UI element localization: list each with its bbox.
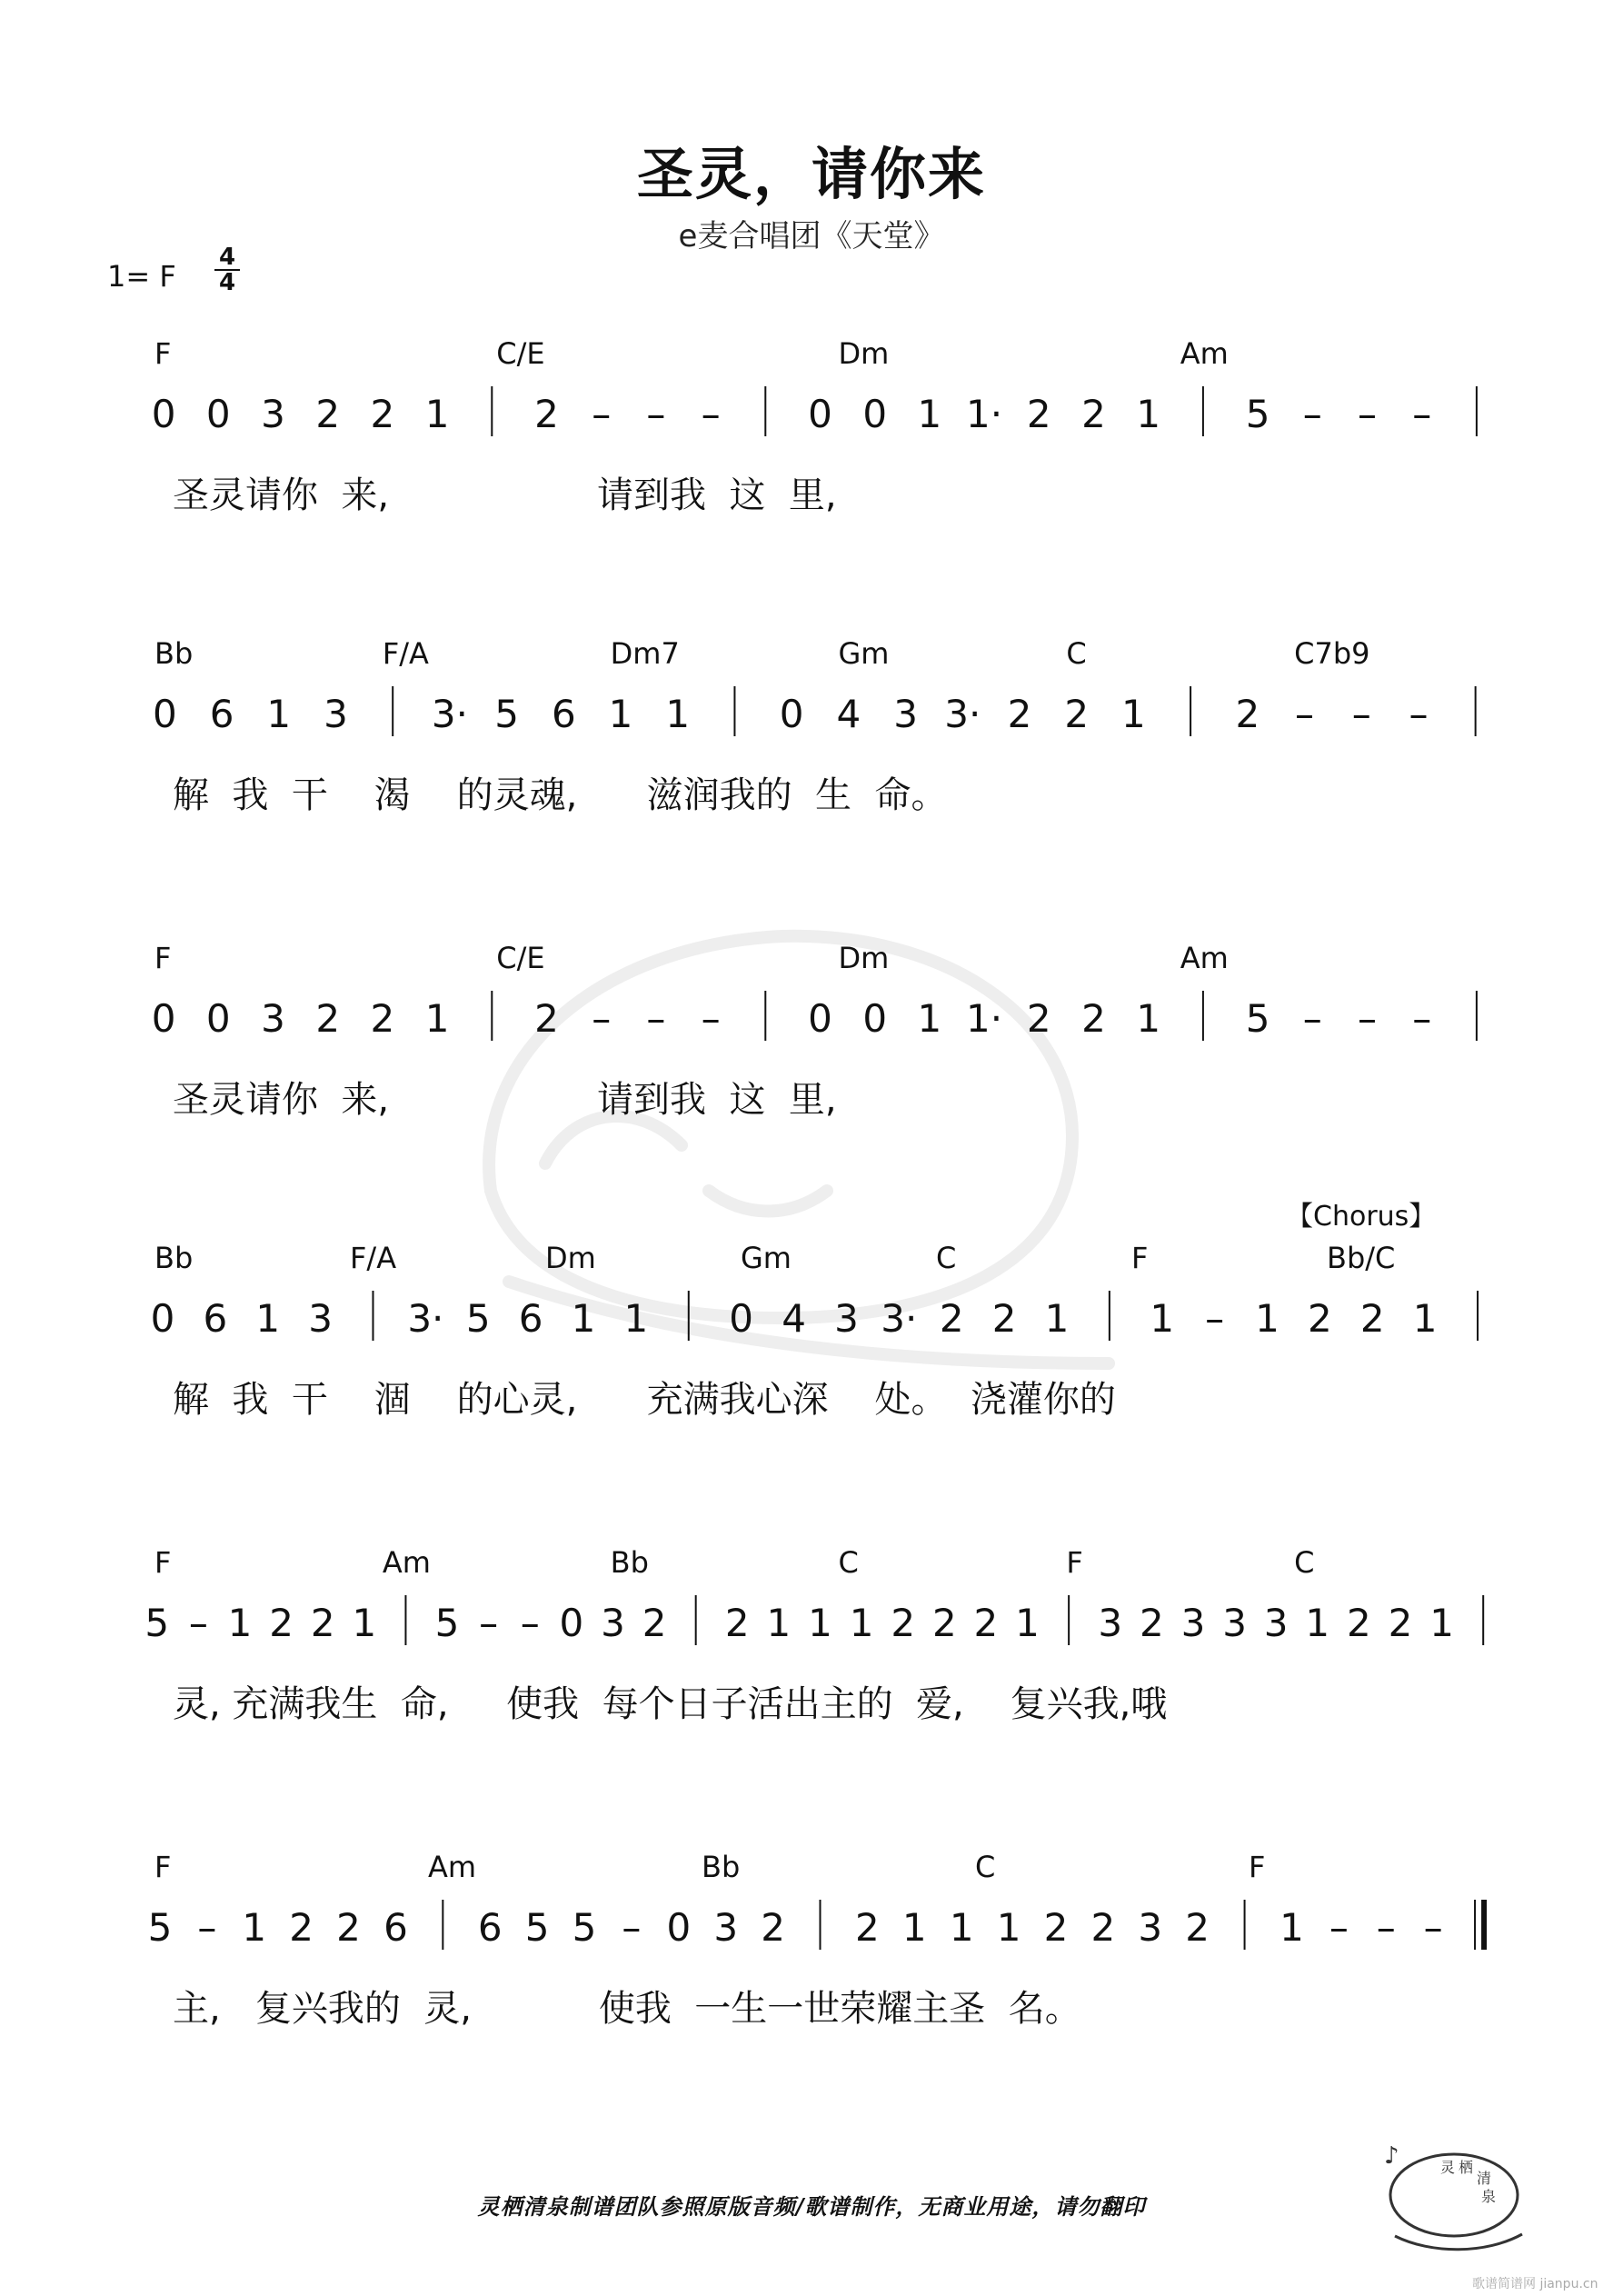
chord-symbol: Bb xyxy=(154,1241,194,1275)
note: 2 xyxy=(1090,1905,1116,1950)
note: 2 xyxy=(1026,996,1051,1041)
note: 0 xyxy=(205,392,231,436)
note: 1 xyxy=(424,392,450,436)
note: 1 xyxy=(1279,1905,1304,1950)
note: 2 xyxy=(289,1905,314,1950)
note: 6 xyxy=(383,1905,408,1950)
chord-symbol: C xyxy=(1066,636,1087,671)
note: 2 xyxy=(315,392,341,436)
note: 2 xyxy=(1347,1601,1371,1645)
note: 3 xyxy=(713,1905,739,1950)
chord-symbol: F xyxy=(1131,1241,1149,1275)
note: 2 xyxy=(761,1905,785,1950)
note: 1 xyxy=(424,996,450,1041)
note: – xyxy=(646,996,666,1041)
note: 1 xyxy=(242,1905,267,1950)
note: 2 xyxy=(1185,1905,1210,1950)
chord-symbol: C xyxy=(975,1850,996,1884)
note: 0 xyxy=(152,692,177,736)
chord-symbol: F xyxy=(154,1850,172,1884)
chord-symbol: Bb xyxy=(610,1545,649,1580)
note: – xyxy=(592,392,612,436)
chord-symbol: C xyxy=(838,1545,859,1580)
note: 5 xyxy=(1245,392,1270,436)
note: 1 xyxy=(1412,1296,1438,1341)
note: 2 xyxy=(973,1601,999,1645)
note: 0 xyxy=(559,1601,584,1645)
lyrics-line: 解 我 干 涸 的心灵, 充满我心深 处。 浇灌你的 xyxy=(173,1379,1116,1421)
note: 1 xyxy=(571,1296,596,1341)
note: 1 xyxy=(996,1905,1021,1950)
note: 2 xyxy=(1081,392,1106,436)
note: – xyxy=(1412,996,1432,1041)
note: 6 xyxy=(551,692,576,736)
note: 2 xyxy=(269,1601,294,1645)
chord-symbol: Am xyxy=(428,1850,477,1884)
note: – xyxy=(1412,392,1432,436)
note: 5 xyxy=(434,1601,460,1645)
note: – xyxy=(1409,692,1429,736)
key-signature: 1= F xyxy=(107,259,176,294)
chord-symbol: C7b9 xyxy=(1294,636,1370,671)
chord-symbol: Bb xyxy=(702,1850,741,1884)
chord-symbol: Dm xyxy=(838,336,890,371)
note: 2 xyxy=(642,1601,667,1645)
note: – xyxy=(1302,392,1322,436)
chord-symbol: Dm xyxy=(838,941,890,975)
note: 3 xyxy=(1098,1601,1123,1645)
note: 1 xyxy=(608,692,633,736)
chord-symbol: Bb/C xyxy=(1327,1241,1396,1275)
chord-symbol: Am xyxy=(1180,941,1229,975)
chorus-label: 【Chorus】 xyxy=(1286,1201,1437,1233)
note: – xyxy=(1376,1905,1396,1950)
note: 3· xyxy=(881,1296,918,1341)
note: 0 xyxy=(862,392,888,436)
chord-symbol: C xyxy=(936,1241,957,1275)
note: 1· xyxy=(966,392,1003,436)
note: – xyxy=(1351,692,1371,736)
lyrics-line: 解 我 干 渴 的灵魂, 滋润我的 生 命。 xyxy=(173,774,948,816)
note: 1 xyxy=(1429,1601,1454,1645)
note: 1 xyxy=(808,1601,832,1645)
note: 2 xyxy=(991,1296,1017,1341)
note: 2 xyxy=(1388,1601,1413,1645)
note: 2 xyxy=(891,1601,916,1645)
note: 1 xyxy=(901,1905,927,1950)
note: 5 xyxy=(572,1905,597,1950)
note: 4 xyxy=(836,692,861,736)
note: 0 xyxy=(205,996,231,1041)
lyrics-line: 主, 复兴我的 灵, 使我 一生一世荣耀主圣 名。 xyxy=(173,1988,1081,2030)
note: 2 xyxy=(1308,1296,1332,1341)
note: 3 xyxy=(834,1296,859,1341)
note: 1 xyxy=(1044,1296,1070,1341)
note: 3 xyxy=(1263,1601,1289,1645)
note: 2 xyxy=(315,996,341,1041)
note: 1 xyxy=(766,1601,792,1645)
note: 3 xyxy=(261,392,285,436)
note: 2 xyxy=(1139,1601,1164,1645)
chord-symbol: C xyxy=(1294,1545,1315,1580)
note: – xyxy=(1423,1905,1443,1950)
note: 1 xyxy=(917,392,942,436)
chord-symbol: F xyxy=(154,1545,172,1580)
note: 5 xyxy=(144,1601,170,1645)
chord-symbol: Dm xyxy=(545,1241,596,1275)
note: 1 xyxy=(623,1296,649,1341)
note: – xyxy=(1205,1296,1225,1341)
note: 1 xyxy=(1255,1296,1279,1341)
note: – xyxy=(701,996,721,1041)
note: 0 xyxy=(808,996,832,1041)
lyrics-line: 圣灵请你 来, 请到我 这 里, xyxy=(173,1079,837,1121)
svg-text:栖: 栖 xyxy=(1459,2159,1474,2176)
time-signature-bottom: 4 xyxy=(214,269,240,294)
note: 1 xyxy=(1136,392,1161,436)
note: 0 xyxy=(808,392,832,436)
note: 5 xyxy=(494,692,519,736)
note: – xyxy=(1358,996,1377,1041)
note: 2 xyxy=(310,1601,335,1645)
note: 2 xyxy=(931,1601,957,1645)
chord-symbol: Gm xyxy=(741,1241,792,1275)
note: 3 xyxy=(261,996,285,1041)
note: 2 xyxy=(370,996,395,1041)
svg-text:灵: 灵 xyxy=(1440,2159,1456,2176)
note: 2 xyxy=(939,1296,964,1341)
note: – xyxy=(1329,1905,1349,1950)
chord-symbol: F xyxy=(154,336,172,371)
lyrics-line: 灵, 充满我生 命, 使我 每个日子活出主的 爱, 复兴我,哦 xyxy=(173,1683,1168,1725)
note: 1 xyxy=(1015,1601,1040,1645)
note: 1 xyxy=(665,692,691,736)
note: 5 xyxy=(147,1905,173,1950)
svg-text:♪: ♪ xyxy=(1384,2142,1399,2170)
time-signature-top: 4 xyxy=(218,244,236,271)
note: – xyxy=(592,996,612,1041)
note: 3 xyxy=(324,692,348,736)
note: 3 xyxy=(1222,1601,1247,1645)
note: 1 xyxy=(352,1601,377,1645)
chord-symbol: F/A xyxy=(382,636,429,671)
note: 3 xyxy=(1180,1601,1206,1645)
note: 1 xyxy=(255,1296,281,1341)
note: 2 xyxy=(370,392,395,436)
note: 6 xyxy=(477,1905,503,1950)
chord-symbol: C/E xyxy=(496,336,545,371)
note: 1 xyxy=(1305,1601,1330,1645)
note: 5 xyxy=(524,1905,550,1950)
note: 2 xyxy=(855,1905,880,1950)
note: – xyxy=(622,1905,642,1950)
svg-text:泉: 泉 xyxy=(1481,2188,1497,2205)
note: 3 xyxy=(1138,1905,1163,1950)
lyrics-line: 圣灵请你 来, 请到我 这 里, xyxy=(173,474,837,516)
chord-symbol: Am xyxy=(1180,336,1229,371)
chord-symbol: Bb xyxy=(154,636,194,671)
note: 0 xyxy=(666,1905,692,1950)
note: 0 xyxy=(729,1296,754,1341)
chord-symbol: F xyxy=(1249,1850,1266,1884)
note: 1 xyxy=(1121,692,1146,736)
note: 0 xyxy=(151,996,176,1041)
note: 1 xyxy=(1136,996,1161,1041)
note: 3· xyxy=(944,692,981,736)
note: 3 xyxy=(893,692,918,736)
chord-symbol: C/E xyxy=(496,941,545,975)
note: 2 xyxy=(724,1601,750,1645)
note: 2 xyxy=(1235,692,1260,736)
note: 2 xyxy=(1043,1905,1069,1950)
note: 0 xyxy=(862,996,888,1041)
note: 2 xyxy=(336,1905,361,1950)
note: 3 xyxy=(308,1296,333,1341)
lingqi-logo xyxy=(1377,2127,1531,2263)
note: 2 xyxy=(1359,1296,1385,1341)
note: 6 xyxy=(518,1296,543,1341)
note: 2 xyxy=(1081,996,1106,1041)
note: 4 xyxy=(782,1296,806,1341)
note: 1 xyxy=(949,1905,974,1950)
copyright-footer: 灵栖清泉制谱团队参照原版音频/歌谱制作，无商业用途，请勿翻印 xyxy=(477,2193,1146,2220)
note: 2 xyxy=(534,996,559,1041)
svg-text:清: 清 xyxy=(1477,2170,1492,2187)
note: – xyxy=(1358,392,1377,436)
page-subtitle: e麦合唱团《天堂》 xyxy=(678,218,945,255)
chord-symbol: Am xyxy=(382,1545,431,1580)
note: 3· xyxy=(407,1296,444,1341)
note: 1 xyxy=(266,692,292,736)
note: 1 xyxy=(849,1601,874,1645)
note: 6 xyxy=(209,692,234,736)
note: – xyxy=(197,1905,217,1950)
site-credit: 歌谱简谱网 jianpu.cn xyxy=(1472,2277,1598,2291)
chord-symbol: F xyxy=(1066,1545,1083,1580)
note: 5 xyxy=(1245,996,1270,1041)
note: – xyxy=(188,1601,208,1645)
note: 1 xyxy=(227,1601,253,1645)
note: 3· xyxy=(431,692,468,736)
note: – xyxy=(520,1601,540,1645)
page-title: 圣灵，请你来 xyxy=(636,141,986,207)
note: 2 xyxy=(1064,692,1090,736)
chord-symbol: Dm7 xyxy=(610,636,680,671)
note: 2 xyxy=(1007,692,1032,736)
note: 0 xyxy=(150,1296,175,1341)
chord-symbol: Gm xyxy=(838,636,890,671)
note: 0 xyxy=(779,692,804,736)
note: – xyxy=(701,392,721,436)
note: – xyxy=(479,1601,499,1645)
note: – xyxy=(1295,692,1315,736)
note: – xyxy=(1302,996,1322,1041)
chord-symbol: F xyxy=(154,941,172,975)
note: 1· xyxy=(966,996,1003,1041)
note: 5 xyxy=(465,1296,491,1341)
note: 0 xyxy=(151,392,176,436)
note: 2 xyxy=(1026,392,1051,436)
note: – xyxy=(646,392,666,436)
chord-symbol: F/A xyxy=(350,1241,397,1275)
note: 3 xyxy=(601,1601,625,1645)
note: 2 xyxy=(534,392,559,436)
note: 1 xyxy=(917,996,942,1041)
note: 6 xyxy=(203,1296,228,1341)
note: 1 xyxy=(1150,1296,1175,1341)
